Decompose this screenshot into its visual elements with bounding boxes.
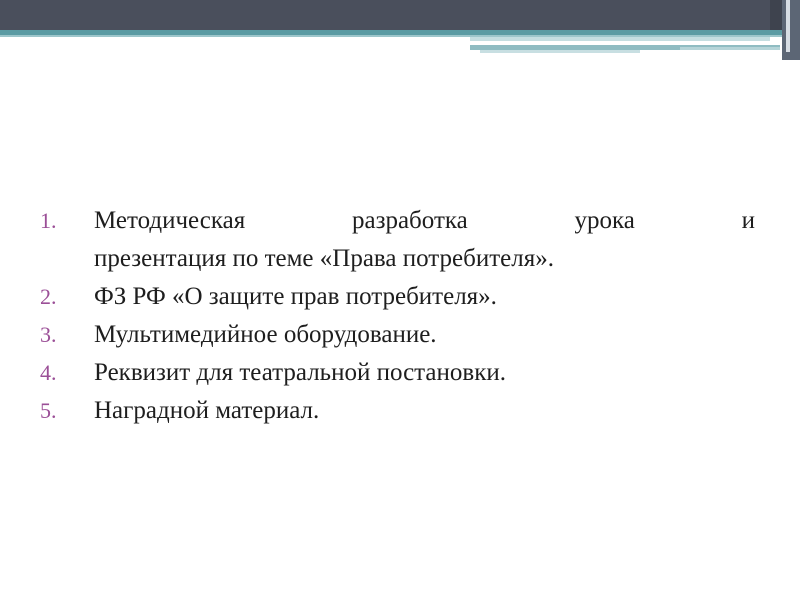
list-item — [40, 278, 755, 316]
list-item-text — [94, 202, 755, 278]
list-item — [40, 354, 755, 392]
list-item-text: Наградной материал. — [94, 397, 320, 424]
header-right-block — [782, 0, 800, 60]
list-item-text-line: Методическая разработка урока и — [94, 207, 755, 234]
list-item — [40, 316, 755, 354]
list-item-text-line: презентация по теме «Права потребителя». — [94, 245, 554, 272]
list-item-number: 3. — [40, 322, 57, 347]
list-item-number: 2. — [40, 284, 57, 309]
header-band-edge — [770, 0, 782, 30]
materials-list — [40, 202, 755, 430]
accent-segment — [480, 50, 640, 53]
header-right-inner-stripe — [786, 0, 790, 52]
list-item-number: 5. — [40, 398, 57, 423]
list-item-text: Мультимедийное оборудование. — [94, 321, 437, 348]
list-item-text: ФЗ РФ «О защите прав потребителя». — [94, 283, 497, 310]
list-item-number: 4. — [40, 360, 57, 385]
list-item-number: 1. — [40, 208, 57, 233]
accent-segment — [470, 37, 770, 41]
accent-segment — [680, 47, 780, 50]
list-item-text: Реквизит для театральной постановки. — [94, 359, 506, 386]
list-item — [40, 392, 755, 430]
header-band — [0, 0, 770, 30]
list-item — [40, 202, 755, 278]
